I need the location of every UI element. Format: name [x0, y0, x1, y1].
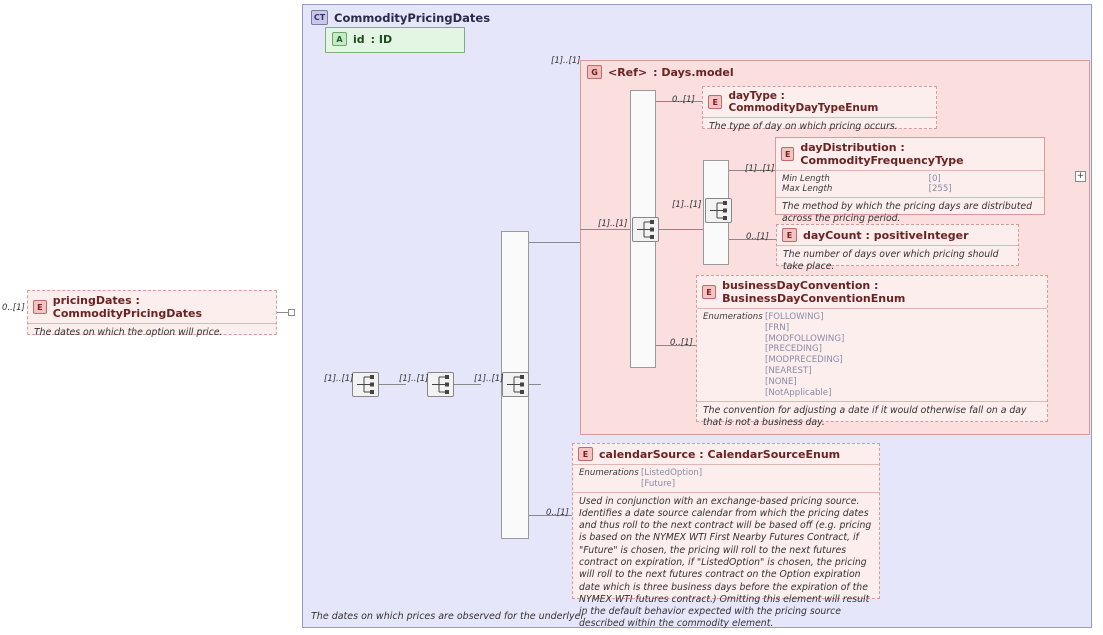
element-doc: The dates on which the option will price.: [34, 327, 223, 338]
complextype-title: CommodityPricingDates: [334, 10, 491, 25]
occurrence-daydistribution: [1]..[1]: [745, 164, 775, 174]
line-seq3-bar: [529, 384, 541, 385]
element-pricingdates[interactable]: [27, 290, 277, 338]
element-daytype[interactable]: [702, 86, 937, 132]
group-name: : Days.model: [653, 65, 734, 79]
element-title: dayDistribution : CommodityFrequencyType: [800, 141, 964, 167]
facet-value-min-length: [0]: [928, 174, 941, 184]
sequence-icon-3[interactable]: [502, 372, 529, 397]
element-doc: The number of days over which pricing should take place.: [783, 249, 999, 273]
enum-value: [FRN]: [765, 322, 790, 333]
occurrence-daycount: 0..[1]: [746, 232, 769, 242]
enum-value: [ListedOption]: [641, 468, 703, 478]
occurrence-calendarsource: 0..[1]: [546, 508, 569, 518]
enumeration-label: Enumerations: [579, 468, 639, 478]
enum-value: [NotApplicable]: [765, 387, 832, 398]
attribute-badge: A: [332, 32, 347, 46]
enumeration-list: [697, 309, 1047, 401]
element-title: dayType : CommodityDayTypeEnum: [728, 90, 879, 114]
enum-value: [NONE]: [765, 376, 797, 387]
element-badge: E: [781, 147, 794, 161]
occurrence-daytype: 0..[1]: [672, 95, 695, 105]
element-doc: The type of day on which pricing occurs.: [709, 121, 898, 132]
enum-value: [PRECEDING]: [765, 344, 822, 355]
occurrence-seq3: [1]..[1]: [474, 374, 504, 384]
facet-list: [776, 171, 1044, 197]
attribute-type: : ID: [370, 32, 393, 46]
sequence-icon-group[interactable]: [632, 217, 659, 242]
element-title: businessDayConvention : BusinessDayConventionEnum: [722, 279, 906, 305]
facet-label-min-length: Min Length: [782, 174, 830, 184]
element-doc: The convention for adjusting a date if it would otherwise fall on a day that is not a business day.: [703, 404, 1027, 428]
line-seq2-seq3: [454, 384, 481, 385]
enum-value: [Future]: [641, 478, 676, 489]
element-badge: E: [578, 447, 593, 461]
group-badge: G: [587, 65, 602, 79]
facet-label-max-length: Max Length: [782, 184, 833, 194]
occurrence-bar-group: [1]..[1]: [598, 219, 628, 229]
element-badge: E: [708, 95, 722, 109]
element-daycount[interactable]: [776, 224, 1019, 273]
element-title: pricingDates : CommodityPricingDates: [52, 294, 203, 320]
element-badge: E: [782, 228, 797, 242]
line-group-inner: [580, 229, 632, 230]
occurrence-seq1: [1]..[1]: [324, 374, 354, 384]
line-seq1-seq2: [379, 384, 406, 385]
enumeration-values: [641, 468, 702, 490]
occurrence-pricingdates: 0..[1]: [2, 303, 25, 313]
facet-value-max-length: [255]: [928, 184, 952, 194]
attribute-name: id: [353, 32, 365, 46]
enum-value: [NEAREST]: [765, 366, 812, 377]
connector-stub-root: [288, 309, 295, 316]
element-title: calendarSource : CalendarSourceEnum: [599, 447, 841, 461]
expand-plus-icon[interactable]: +: [1076, 171, 1085, 181]
element-badge: E: [702, 285, 716, 299]
enumeration-list: [573, 465, 879, 492]
enum-value: [MODPRECEDING]: [765, 355, 843, 366]
line-bar-to-group: [529, 242, 580, 243]
enum-value: [MODFOLLOWING]: [765, 333, 845, 344]
occurrence-group-days: [1]..[1]: [551, 56, 581, 66]
occurrence-seq2: [1]..[1]: [399, 374, 429, 384]
element-calendarsource[interactable]: [572, 443, 880, 630]
sequence-icon-1[interactable]: [352, 372, 379, 397]
element-doc: Used in conjunction with an exchange-based pricing source. Identifies a date source calendar from which the pricing dates and thus roll to the next contract will be based off (e.g. pricing is based on the NYMEX WTI First Nearby Futures Contract, if "Future" is chosen, the pricing will roll to the next futures contract on expiration, if "ListedOption" is chosen, the pricing will roll to the next futures contract on the Option expiration date which is three business days before the expiration of the NYMEX WTI futures contract.) Omitting this element will result in the default behavior expected with the pricing source described within the commodity element.: [579, 495, 872, 630]
element-daydistribution[interactable]: [775, 137, 1045, 225]
element-badge: E: [33, 300, 47, 314]
complextype-badge: CT: [311, 10, 328, 25]
occurrence-bar-inner: [1]..[1]: [672, 200, 702, 210]
line-inner-seq-bar: [668, 229, 704, 230]
sequence-icon-2[interactable]: [427, 372, 454, 397]
complextype-footnote: The dates on which prices are observed for the underlyer.: [311, 611, 587, 622]
occurrence-businessdayconvention: 0..[1]: [670, 338, 693, 348]
element-businessdayconvention[interactable]: [696, 275, 1048, 428]
enum-value: [FOLLOWING]: [765, 312, 824, 322]
element-doc: The method by which the pricing days are distributed across the pricing period.: [782, 201, 1032, 225]
enumeration-label: Enumerations: [703, 312, 763, 322]
sequence-icon-inner[interactable]: [705, 198, 732, 223]
complextype-header: [311, 10, 490, 25]
enumeration-values: [765, 312, 844, 399]
group-ref-label: <Ref>: [608, 65, 648, 79]
attribute-id[interactable]: [325, 27, 465, 53]
element-title: dayCount : positiveInteger: [803, 228, 969, 242]
